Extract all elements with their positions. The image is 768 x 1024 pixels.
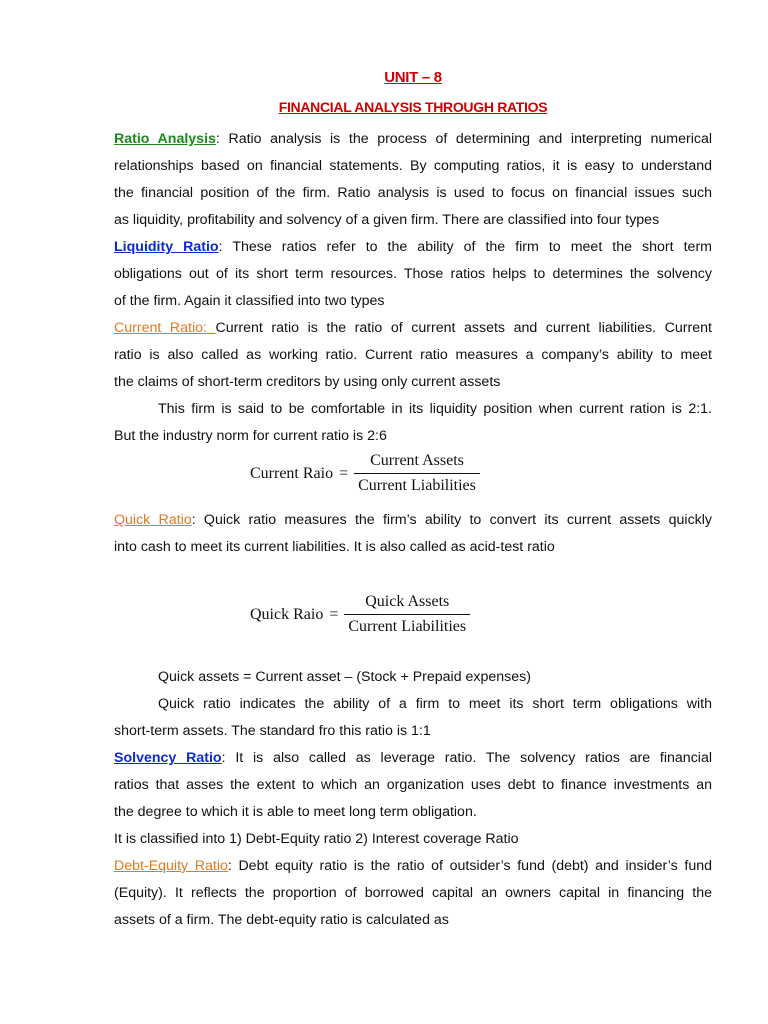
ratio-analysis-line-4: as liquidity, profitability and solvency of a given firm. There are classified into four types: [114, 212, 660, 228]
quick-ratio-line-2: into cash to meet its current liabilities. It is also called as acid-test ratio: [114, 539, 555, 555]
current-ratio-formula: [250, 452, 480, 495]
formula-numerator: Current Assets: [370, 452, 464, 469]
ratio-analysis-line-1: [114, 126, 712, 153]
current-ratio-line-1: [114, 315, 712, 342]
solvency-ratio-line-3: the degree to which it is able to meet long term obligation.: [114, 804, 477, 820]
formula-equals: =: [339, 464, 349, 482]
formula-denominator: Current Liabilities: [358, 477, 476, 494]
solvency-ratio-line-4: It is classified into 1) Debt-Equity ratio 2) Interest coverage Ratio: [114, 831, 519, 847]
quick-ratio-line-4: short-term assets. The standard fro this ratio is 1:1: [114, 723, 431, 739]
solvency-ratio-label: Solvency Ratio: [114, 750, 222, 766]
quick-ratio-line-3: Quick ratio indicates the ability of a firm to meet its short term obligations with: [158, 696, 712, 712]
liquidity-ratio-line-2: obligations out of its short term resources. Those ratios helps to determines the solvency: [114, 266, 712, 282]
current-ratio-line-4: This firm is said to be comfortable in its liquidity position when current ration is 2:1.: [158, 401, 712, 417]
formula-denominator: Current Liabilities: [348, 618, 467, 635]
unit-heading: UNIT – 8: [384, 69, 442, 86]
formula-lhs: Current Raio: [250, 464, 334, 482]
quick-ratio-label: Quick Ratio: [114, 512, 192, 528]
formula-fraction: [344, 593, 470, 636]
liquidity-ratio-line-3: of the firm. Again it classified into two types: [114, 293, 385, 309]
debt-equity-label: Debt-Equity Ratio: [114, 858, 228, 874]
debt-equity-text: : Debt equity ratio is the ratio of outsider’s fund (debt) and insider’s fund: [227, 858, 712, 874]
ratio-analysis-label: Ratio Analysis: [114, 131, 216, 147]
current-ratio-label: Current Ratio:: [114, 320, 216, 336]
formula-equals: =: [329, 605, 339, 623]
debt-equity-line-2: (Equity). It reflects the proportion of borrowed capital an owners capital in financing the: [114, 885, 712, 901]
current-ratio-text: Current ratio is the ratio of current assets and current liabilities. Current: [215, 320, 712, 336]
liquidity-ratio-line-1: [114, 234, 712, 261]
solvency-ratio-text: : It is also called as leverage ratio. The solvency ratios are financial: [221, 750, 712, 766]
liquidity-ratio-label: Liquidity Ratio: [114, 239, 219, 255]
formula-lhs: Quick Raio: [250, 605, 324, 623]
current-ratio-line-5: But the industry norm for current ratio is 2:6: [114, 428, 387, 444]
debt-equity-line-1: [114, 853, 712, 880]
quick-ratio-text: : Quick ratio measures the firm’s ability to convert its current assets quickly: [191, 512, 713, 528]
formula-numerator: Quick Assets: [365, 593, 450, 610]
quick-ratio-formula: [250, 593, 470, 636]
debt-equity-line-3: assets of a firm. The debt-equity ratio is calculated as: [114, 912, 449, 928]
ratio-analysis-text: : Ratio analysis is the process of determining and interpreting numerical: [215, 131, 712, 147]
quick-assets-definition: Quick assets = Current asset – (Stock + Prepaid expenses): [158, 669, 531, 685]
solvency-ratio-line-2: ratios that asses the extent to which an organization uses debt to finance investments an: [114, 777, 712, 793]
current-ratio-line-3: the claims of short-term creditors by using only current assets: [114, 374, 501, 390]
quick-ratio-line-1: [114, 507, 712, 534]
solvency-ratio-line-1: [114, 745, 712, 772]
current-ratio-line-2: ratio is also called as working ratio. Current ratio measures a company’s ability to meet: [114, 347, 712, 363]
main-heading: FINANCIAL ANALYSIS THROUGH RATIOS: [278, 99, 548, 115]
liquidity-ratio-text: : These ratios refer to the ability of the firm to meet the short term: [218, 239, 712, 255]
ratio-analysis-line-2: relationships based on financial statements. By computing ratios, it is easy to understand: [114, 158, 712, 174]
formula-fraction: [354, 452, 480, 495]
ratio-analysis-line-3: the financial position of the firm. Ratio analysis is used to focus on financial issues such: [114, 185, 712, 201]
